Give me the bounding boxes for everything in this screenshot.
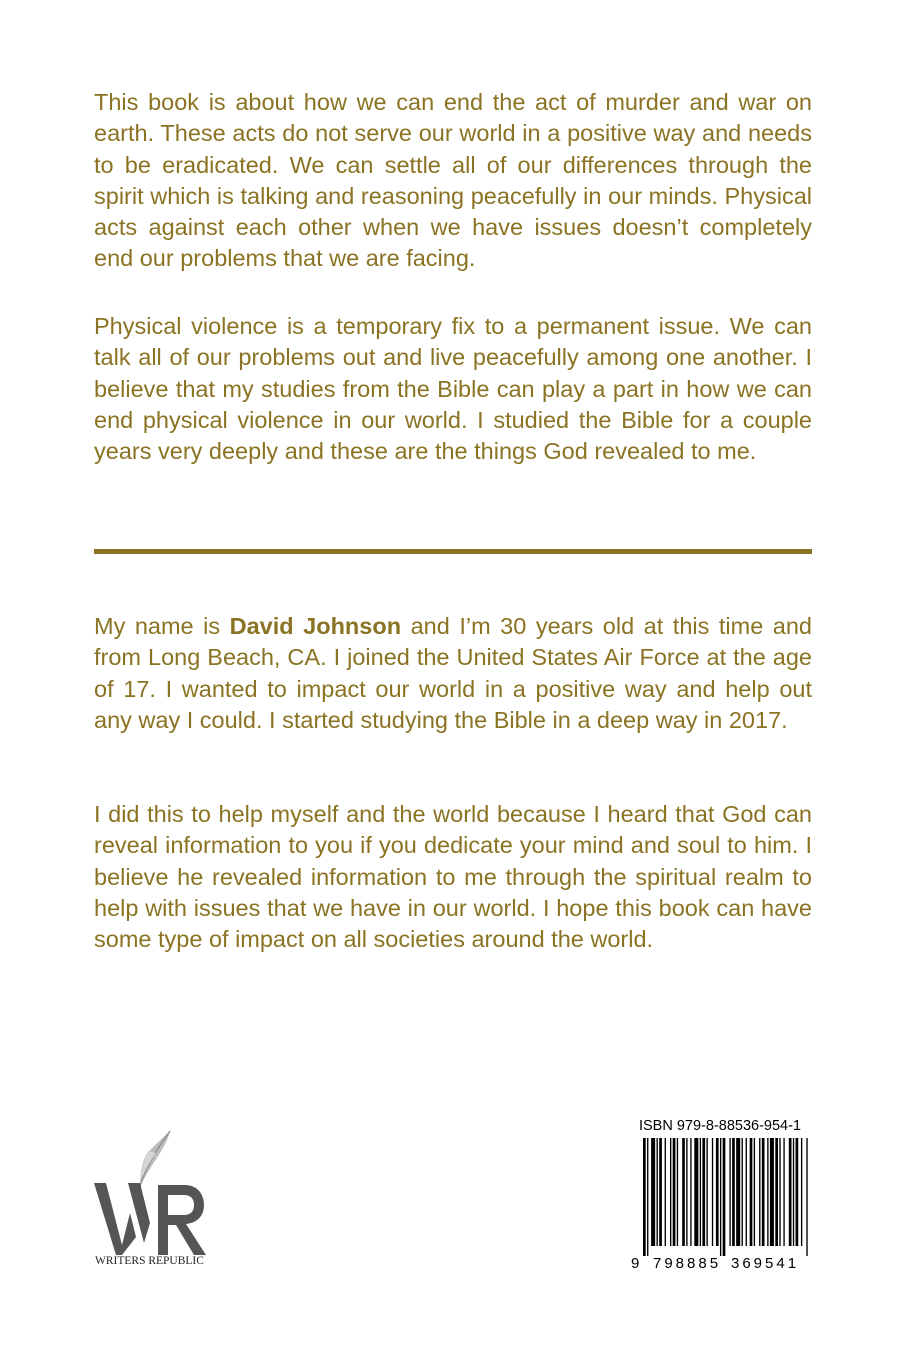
isbn-label: ISBN 979-8-88536-954-1	[638, 1118, 802, 1134]
barcode-bar	[712, 1138, 713, 1246]
barcode-bar	[686, 1138, 687, 1246]
barcode-bar	[746, 1138, 747, 1246]
barcode-bar	[742, 1138, 743, 1246]
barcode-bar	[754, 1138, 755, 1246]
barcode-bars	[627, 1138, 813, 1270]
barcode-bar	[806, 1138, 807, 1256]
barcode-bar	[801, 1138, 802, 1246]
quill-feather-icon	[140, 1131, 170, 1187]
barcode-bar	[670, 1138, 671, 1246]
barcode-bar	[770, 1138, 774, 1246]
barcode-digit-first: 9	[631, 1255, 640, 1270]
blurb-paragraph-2: Physical violence is a temporary fix to a permanent issue. We can talk all of our problems out and live peacefully among one another. I believe that my studies from the Bible can play a part in how we can end physical violence in our world. I studied the Bible for a couple years very deeply and these are the things God revealed to me.	[94, 313, 812, 465]
barcode-digits-left: 798885	[653, 1255, 722, 1270]
barcode-bar	[702, 1138, 705, 1246]
barcode-bar	[723, 1138, 726, 1256]
barcode-bar	[750, 1138, 753, 1246]
barcode-bar	[720, 1138, 721, 1256]
barcode-bar	[706, 1138, 707, 1246]
blurb-paragraph-1: This book is about how we can end the act of murder and war on earth. These acts do not serve our world in a positive way and needs to be eradicated. We can settle all of our differences through the spirit which is talking and reasoning peacefully in our minds. Physical acts against each other when we have issues doesn’t completely end our problems that we are facing.	[94, 89, 812, 272]
barcode-digits-right: 369541	[731, 1255, 800, 1270]
isbn-barcode	[627, 1118, 813, 1268]
barcode-bar	[673, 1138, 676, 1246]
barcode-bar	[759, 1138, 760, 1246]
publisher-name: WRITERS REPUBLIC	[95, 1255, 204, 1267]
barcode-bar	[694, 1138, 698, 1246]
author-bio-paragraph	[94, 611, 812, 736]
barcode-bar	[651, 1138, 655, 1246]
barcode-bar	[793, 1138, 794, 1246]
barcode-bar	[716, 1138, 719, 1246]
barcode-bar	[789, 1138, 792, 1246]
barcode-bar	[677, 1138, 678, 1246]
barcode-bar	[647, 1138, 648, 1256]
section-divider	[94, 549, 812, 554]
barcode-bar	[767, 1138, 768, 1246]
barcode-bar	[643, 1138, 646, 1256]
barcode-bar	[729, 1138, 730, 1246]
barcode-bar	[690, 1138, 691, 1246]
barcode-bar	[700, 1138, 701, 1246]
barcode-bar	[775, 1138, 778, 1246]
author-bio-suffix: and I’m 30 years old at this time and from Long Beach, CA. I joined the United States Air Force at the age of 17. I wanted to impact our world in a positive way and help out any way I could. I started studying the Bible in a deep way in 2017.	[94, 613, 813, 733]
barcode-bar	[659, 1138, 662, 1246]
barcode-bar	[796, 1138, 799, 1246]
barcode-bar	[736, 1138, 740, 1246]
barcode-bar	[783, 1138, 784, 1246]
wr-monogram	[94, 1183, 206, 1255]
barcode-bar	[665, 1138, 666, 1246]
publisher-logo	[92, 1125, 212, 1275]
author-name: David Johnson	[229, 613, 402, 639]
barcode-bar	[779, 1138, 780, 1246]
barcode-bar	[657, 1138, 658, 1246]
barcode-bar	[682, 1138, 685, 1246]
author-bio-prefix: My name is	[94, 613, 230, 639]
blurb-paragraph-4: I did this to help myself and the world because I heard that God can reveal information to you if you dedicate your mind and soul to him. I believe he revealed information to me through the spiritual realm to help with issues that we have in our world. I hope this book can have some type of impact on all societies around the world.	[94, 801, 812, 953]
barcode-bar	[762, 1138, 765, 1246]
barcode-bar	[732, 1138, 735, 1246]
